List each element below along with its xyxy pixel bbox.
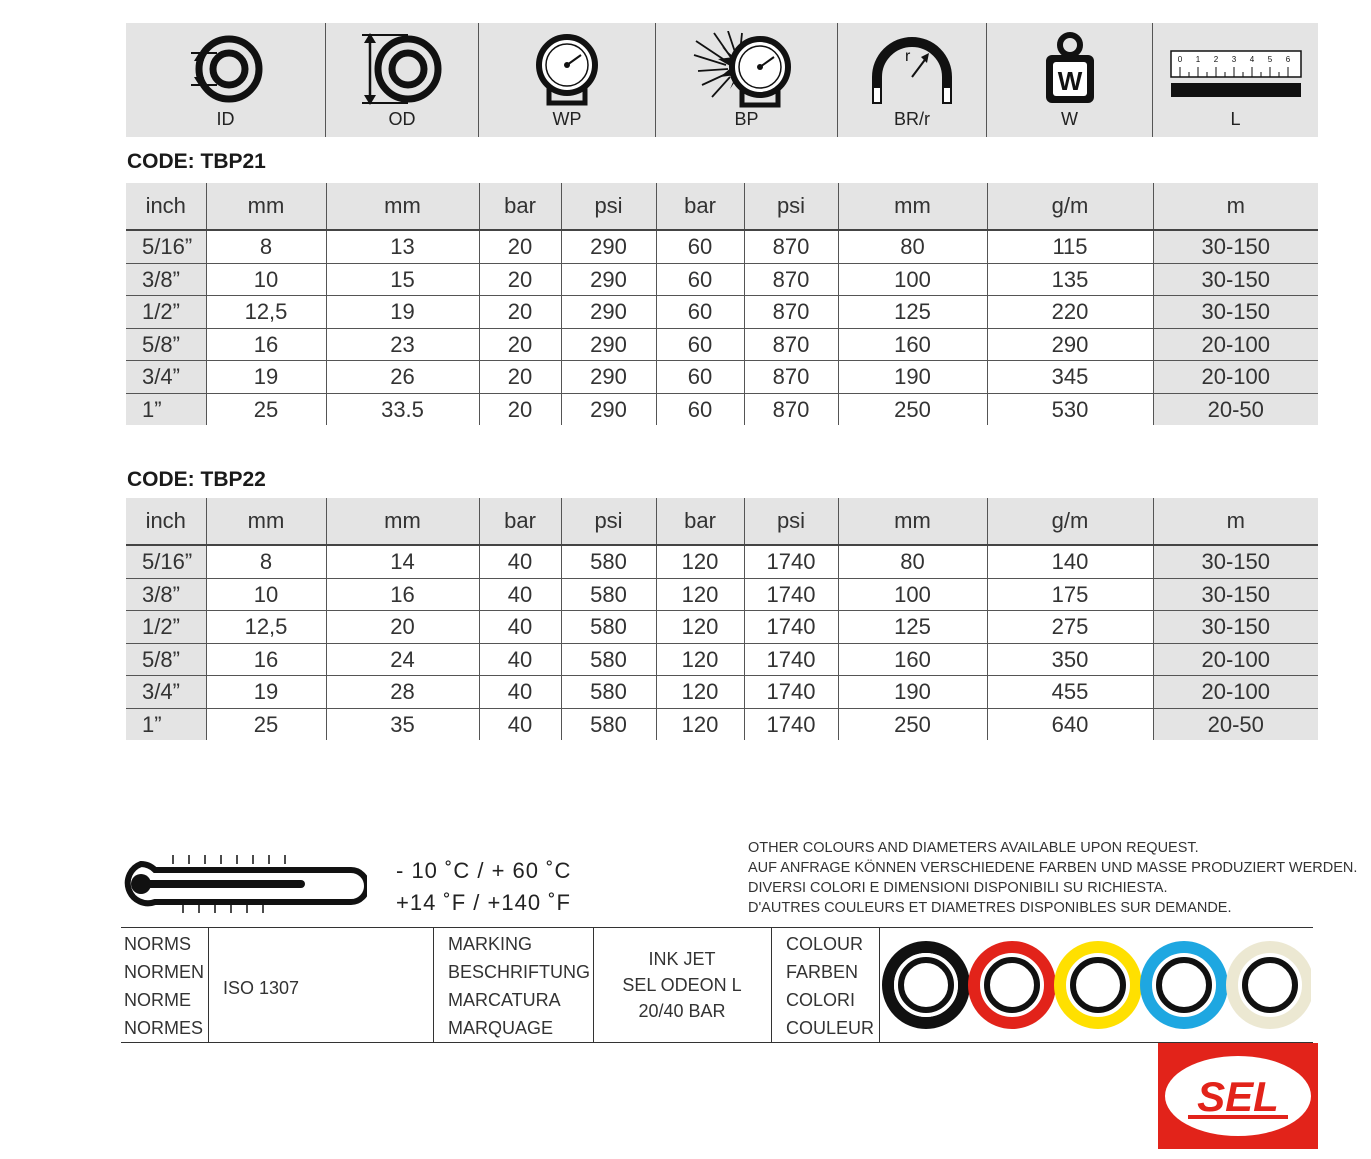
table-cell: 870	[744, 328, 838, 361]
table-cell: 30-150	[1153, 263, 1318, 296]
colour-swatch	[1146, 947, 1222, 1023]
table-cell: 20	[326, 611, 479, 644]
table-cell: 455	[987, 676, 1153, 709]
table-cell: 530	[987, 393, 1153, 425]
table-cell: 3/4”	[126, 676, 206, 709]
icon-label: WP	[552, 109, 582, 129]
table-cell: 5/16”	[126, 230, 206, 263]
table-cell: 160	[838, 328, 987, 361]
table-cell: 1”	[126, 393, 206, 425]
table-cell: 120	[656, 578, 744, 611]
svg-text:r: r	[905, 48, 911, 65]
weight-icon	[1040, 31, 1100, 109]
table-cell: 120	[656, 708, 744, 740]
unit-header-cell: bar	[479, 498, 561, 545]
table-cell: 120	[656, 676, 744, 709]
unit-header-cell: mm	[838, 183, 987, 230]
table-cell: 28	[326, 676, 479, 709]
table-cell: 80	[838, 545, 987, 578]
table-row	[126, 328, 1318, 361]
temperature-fahrenheit: +14 ˚F / +140 ˚F	[396, 890, 571, 915]
table-cell: 3/8”	[126, 263, 206, 296]
table-cell: 290	[987, 328, 1153, 361]
colour-swatch	[1232, 947, 1308, 1023]
spec-table-tbp21	[126, 183, 1318, 425]
table-cell: 19	[326, 296, 479, 329]
table-cell: 30-150	[1153, 578, 1318, 611]
unit-header-row	[126, 183, 1318, 230]
table-cell: 290	[561, 263, 656, 296]
code-title-tbp21: CODE: TBP21	[127, 150, 266, 173]
note-line: OTHER COLOURS AND DIAMETERS AVAILABLE UPON REQUEST.	[748, 840, 1199, 856]
unit-header-cell: m	[1153, 183, 1318, 230]
table-cell: 580	[561, 676, 656, 709]
table-cell: 275	[987, 611, 1153, 644]
icon-cell-id	[126, 23, 326, 137]
unit-header-cell: inch	[126, 183, 206, 230]
table-cell: 23	[326, 328, 479, 361]
table-cell: 15	[326, 263, 479, 296]
table-row	[126, 393, 1318, 425]
icon-label: W	[1061, 109, 1078, 129]
table-cell: 190	[838, 361, 987, 394]
colour-swatch	[888, 947, 964, 1023]
table-cell: 20	[479, 361, 561, 394]
icon-cell-bp	[656, 23, 838, 137]
svg-text:1: 1	[1195, 55, 1200, 64]
table-cell: 60	[656, 393, 744, 425]
table-cell: 870	[744, 296, 838, 329]
table-cell: 12,5	[206, 611, 326, 644]
unit-header-cell: mm	[838, 498, 987, 545]
table-cell: 580	[561, 578, 656, 611]
availability-notes	[748, 838, 1357, 918]
sel-logo-mark	[1158, 1043, 1318, 1149]
table-cell: 20	[479, 230, 561, 263]
unit-header-cell: inch	[126, 498, 206, 545]
wp-gauge-icon	[527, 31, 607, 107]
table-row	[126, 545, 1318, 578]
table-cell: 250	[838, 393, 987, 425]
table-cell: 13	[326, 230, 479, 263]
table-cell: 3/8”	[126, 578, 206, 611]
table-cell: 580	[561, 643, 656, 676]
table-cell: 345	[987, 361, 1153, 394]
table-cell: 1740	[744, 676, 838, 709]
table-cell: 3/4”	[126, 361, 206, 394]
table-cell: 1/2”	[126, 296, 206, 329]
marking-labels: MARKING BESCHRIFTUNG MARCATURA MARQUAGE	[448, 934, 591, 1038]
table-cell: 60	[656, 230, 744, 263]
table-row	[126, 643, 1318, 676]
unit-header-cell: m	[1153, 498, 1318, 545]
table-cell: 16	[206, 643, 326, 676]
icon-cell-l	[1153, 23, 1318, 137]
unit-header-cell: psi	[744, 498, 838, 545]
table-cell: 40	[479, 545, 561, 578]
table-cell: 1/2”	[126, 611, 206, 644]
table-cell: 19	[206, 676, 326, 709]
table-cell: 30-150	[1153, 230, 1318, 263]
table-cell: 115	[987, 230, 1153, 263]
unit-header-cell: g/m	[987, 183, 1153, 230]
table-cell: 40	[479, 611, 561, 644]
table-cell: 290	[561, 296, 656, 329]
table-cell: 220	[987, 296, 1153, 329]
table-row	[126, 361, 1318, 394]
spec-table-tbp22	[126, 498, 1318, 740]
svg-text:SEL: SEL	[1197, 1073, 1279, 1120]
table-cell: 1740	[744, 545, 838, 578]
table-cell: 25	[206, 708, 326, 740]
bp-burst-gauge-icon	[692, 31, 802, 109]
table-cell: 40	[479, 643, 561, 676]
note-line: AUF ANFRAGE KÖNNEN VERSCHIEDENE FARBEN UND MASSE PRODUZIERT WERDEN.	[748, 860, 1358, 876]
table-cell: 870	[744, 393, 838, 425]
unit-header-cell: bar	[656, 498, 744, 545]
table-cell: 30-150	[1153, 611, 1318, 644]
colour-swatch	[1060, 947, 1136, 1023]
table-row	[126, 230, 1318, 263]
icon-cell-od	[326, 23, 479, 137]
table-cell: 120	[656, 643, 744, 676]
table-cell: 135	[987, 263, 1153, 296]
unit-header-cell: psi	[561, 498, 656, 545]
table-row	[126, 708, 1318, 740]
table-cell: 40	[479, 578, 561, 611]
table-cell: 5/8”	[126, 328, 206, 361]
icon-cell-br	[838, 23, 987, 137]
table-cell: 580	[561, 611, 656, 644]
table-cell: 30-150	[1153, 545, 1318, 578]
table-cell: 40	[479, 676, 561, 709]
table-cell: 20	[479, 263, 561, 296]
unit-header-row	[126, 498, 1318, 545]
unit-header-cell: psi	[744, 183, 838, 230]
table-cell: 100	[838, 263, 987, 296]
bend-radius-icon	[869, 31, 955, 109]
table-cell: 35	[326, 708, 479, 740]
icon-cell-wp	[479, 23, 656, 137]
table-cell: 350	[987, 643, 1153, 676]
table-cell: 14	[326, 545, 479, 578]
table-cell: 5/16”	[126, 545, 206, 578]
table-cell: 10	[206, 263, 326, 296]
table-cell: 1740	[744, 708, 838, 740]
svg-text:W: W	[1057, 66, 1082, 96]
table-cell: 1740	[744, 643, 838, 676]
table-cell: 40	[479, 708, 561, 740]
norms-marking-colour-table	[121, 927, 1313, 1043]
table-row	[126, 263, 1318, 296]
table-cell: 120	[656, 611, 744, 644]
table-cell: 20-100	[1153, 361, 1318, 394]
svg-text:5: 5	[1267, 55, 1272, 64]
table-cell: 33.5	[326, 393, 479, 425]
table-cell: 1740	[744, 611, 838, 644]
table-cell: 160	[838, 643, 987, 676]
svg-text:2: 2	[1213, 55, 1218, 64]
table-cell: 870	[744, 361, 838, 394]
unit-header-cell: bar	[656, 183, 744, 230]
unit-header-cell: mm	[326, 498, 479, 545]
table-row	[126, 676, 1318, 709]
note-line: DIVERSI COLORI E DIMENSIONI DISPONIBILI SU RICHIESTA.	[748, 880, 1168, 896]
table-cell: 20	[479, 393, 561, 425]
icon-label: ID	[216, 109, 235, 129]
table-cell: 120	[656, 545, 744, 578]
table-cell: 60	[656, 328, 744, 361]
table-cell: 20-50	[1153, 393, 1318, 425]
colour-swatch	[974, 947, 1050, 1023]
icon-label: BP	[734, 109, 759, 129]
colour-labels: COLOUR FARBEN COLORI COULEUR	[786, 934, 875, 1038]
table-cell: 870	[744, 263, 838, 296]
svg-text:3: 3	[1231, 55, 1236, 64]
table-cell: 60	[656, 361, 744, 394]
thermometer-icon	[115, 852, 367, 916]
table-cell: 20	[479, 296, 561, 329]
table-cell: 60	[656, 296, 744, 329]
table-cell: 175	[987, 578, 1153, 611]
table-cell: 250	[838, 708, 987, 740]
code-title-tbp22: CODE: TBP22	[127, 468, 266, 491]
table-cell: 290	[561, 361, 656, 394]
table-cell: 1”	[126, 708, 206, 740]
marking-value: INK JET SEL ODEON L 20/40 BAR	[622, 949, 742, 1021]
table-cell: 26	[326, 361, 479, 394]
table-cell: 20-100	[1153, 676, 1318, 709]
table-cell: 290	[561, 230, 656, 263]
icon-header-bar	[126, 23, 1318, 137]
table-cell: 10	[206, 578, 326, 611]
table-cell: 20	[479, 328, 561, 361]
unit-header-cell: g/m	[987, 498, 1153, 545]
table-cell: 125	[838, 611, 987, 644]
length-ruler-icon	[1170, 47, 1302, 107]
table-row	[126, 578, 1318, 611]
table-cell: 20-100	[1153, 643, 1318, 676]
id-icon	[181, 31, 271, 107]
note-line: D'AUTRES COULEURS ET DIAMETRES DISPONIBLES SUR DEMANDE.	[748, 900, 1232, 916]
table-cell: 25	[206, 393, 326, 425]
unit-header-cell: psi	[561, 183, 656, 230]
sel-logo	[1158, 1043, 1318, 1149]
unit-header-cell: mm	[206, 498, 326, 545]
unit-header-cell: mm	[326, 183, 479, 230]
table-cell: 20-50	[1153, 708, 1318, 740]
svg-text:4: 4	[1249, 55, 1254, 64]
table-cell: 870	[744, 230, 838, 263]
colour-swatches	[881, 940, 1311, 1030]
unit-header-cell: bar	[479, 183, 561, 230]
unit-header-cell: mm	[206, 183, 326, 230]
svg-text:6: 6	[1285, 55, 1290, 64]
table-cell: 30-150	[1153, 296, 1318, 329]
table-cell: 80	[838, 230, 987, 263]
table-cell: 16	[206, 328, 326, 361]
table-cell: 24	[326, 643, 479, 676]
table-cell: 1740	[744, 578, 838, 611]
temperature-celsius: - 10 ˚C / + 60 ˚C	[396, 858, 572, 883]
table-cell: 16	[326, 578, 479, 611]
table-cell: 5/8”	[126, 643, 206, 676]
icon-label: OD	[388, 109, 416, 129]
norms-value: ISO 1307	[223, 978, 300, 998]
table-cell: 60	[656, 263, 744, 296]
table-cell: 8	[206, 230, 326, 263]
table-cell: 125	[838, 296, 987, 329]
table-cell: 12,5	[206, 296, 326, 329]
icon-label: BR/r	[894, 109, 930, 129]
table-cell: 290	[561, 393, 656, 425]
od-icon	[354, 31, 450, 107]
table-cell: 20-100	[1153, 328, 1318, 361]
table-cell: 580	[561, 545, 656, 578]
table-row	[126, 296, 1318, 329]
table-cell: 580	[561, 708, 656, 740]
table-cell: 640	[987, 708, 1153, 740]
svg-text:0: 0	[1177, 55, 1182, 64]
table-row	[126, 611, 1318, 644]
icon-label: L	[1230, 109, 1241, 129]
icon-cell-w	[987, 23, 1153, 137]
table-cell: 140	[987, 545, 1153, 578]
table-cell: 190	[838, 676, 987, 709]
table-cell: 8	[206, 545, 326, 578]
table-cell: 290	[561, 328, 656, 361]
norms-labels: NORMS NORMEN NORME NORMES	[124, 934, 204, 1038]
table-cell: 100	[838, 578, 987, 611]
table-cell: 19	[206, 361, 326, 394]
